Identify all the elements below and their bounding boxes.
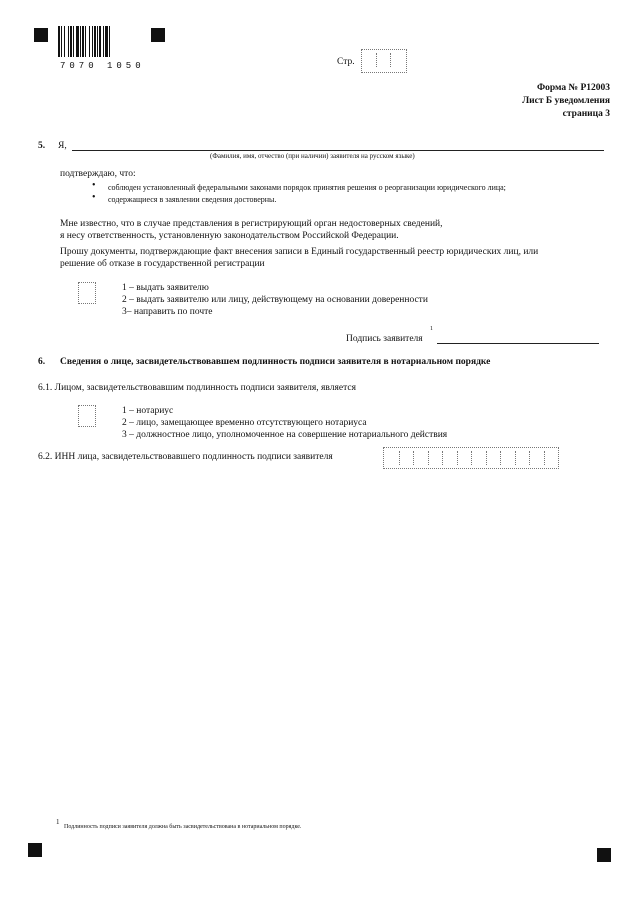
inn-cell-divider: [529, 451, 530, 465]
inn-cell-divider: [500, 451, 501, 465]
registration-marker-top-right: [151, 28, 165, 42]
page-title: страница 3: [562, 109, 610, 119]
barcode-bar: [85, 26, 86, 57]
page-number-cell-divider: [376, 53, 377, 67]
certifier-type-checkbox[interactable]: [78, 405, 96, 427]
section6-title: Сведения о лице, засвидетельствовавшем подлинность подписи заявителя в нотариальном порядке: [60, 357, 491, 367]
inn-cell-divider: [515, 451, 516, 465]
inn-cell-divider: [413, 451, 414, 465]
inn-cell-divider: [442, 451, 443, 465]
barcode-bar: [73, 26, 74, 57]
barcode-bar: [58, 26, 60, 57]
barcode-bar: [82, 26, 84, 57]
barcode-bar: [70, 26, 72, 57]
request-text: решение об отказе в государственной регистрации: [60, 259, 265, 269]
barcode-number: 7070 1050: [60, 61, 145, 71]
page-number-label: Стр.: [337, 57, 355, 67]
barcode-bar: [89, 26, 90, 57]
certifier-option: 1 – нотариус: [122, 406, 174, 416]
certifier-inn-field[interactable]: [383, 447, 559, 469]
inn-cell-divider: [486, 451, 487, 465]
responsibility-text: Мне известно, что в случае представления в регистрирующий орган недостоверных сведений,: [60, 219, 443, 229]
applicant-name-caption: (Фамилия, имя, отчество (при наличии) заявителя на русском языке): [210, 152, 415, 160]
section6-number: 6.: [38, 357, 46, 367]
form-title: Форма № Р12003: [536, 83, 610, 93]
barcode-bar: [61, 26, 62, 57]
page-number-cell-divider: [390, 53, 391, 67]
signature-label: Подпись заявителя: [346, 334, 423, 344]
barcode-bar: [105, 26, 108, 57]
barcode-bar: [97, 26, 98, 57]
signature-footnote-mark: 1: [430, 326, 433, 332]
certifier-option: 3 – должностное лицо, уполномоченное на совершение нотариального действия: [122, 430, 448, 440]
footnote-mark: 1: [56, 818, 60, 826]
barcode-bar: [80, 26, 81, 57]
responsibility-text: я несу ответственность, установленную законодательством Российской Федерации.: [60, 231, 399, 241]
registration-marker-bottom-right: [597, 848, 611, 862]
inn-cell-divider: [399, 451, 400, 465]
bullet-dot: •: [92, 192, 96, 203]
section61-label: 6.1. Лицом, засвидетельствовавшим подлинность подписи заявителя, является: [38, 383, 356, 393]
delivery-option: 2 – выдать заявителю или лицу, действующему на основании доверенности: [122, 295, 428, 305]
barcode-bar: [109, 26, 110, 57]
barcode-bar: [99, 26, 101, 57]
bullet-dot: •: [92, 180, 96, 191]
applicant-name-field[interactable]: [72, 150, 604, 151]
section62-label: 6.2. ИНН лица, засвидетельствовавшего подлинность подписи заявителя: [38, 452, 333, 462]
bullet-item: содержащиеся в заявлении сведения достоверны.: [108, 195, 277, 204]
registration-marker-top-left: [34, 28, 48, 42]
inn-cell-divider: [457, 451, 458, 465]
bullet-item: соблюден установленный федеральными законами порядок принятия решения о реорганизации юридического лица;: [108, 183, 506, 192]
barcode-bar: [92, 26, 93, 57]
section5-number: 5.: [38, 141, 46, 151]
inn-cell-divider: [544, 451, 545, 465]
applicant-signature-field[interactable]: [437, 343, 599, 344]
delivery-option: 3– направить по почте: [122, 307, 213, 317]
document-delivery-checkbox[interactable]: [78, 282, 96, 304]
section5-label: Я,: [58, 141, 67, 151]
certifier-option: 2 – лицо, замещающее временно отсутствующего нотариуса: [122, 418, 367, 428]
inn-cell-divider: [471, 451, 472, 465]
barcode-bar: [76, 26, 79, 57]
barcode: [58, 26, 140, 57]
request-text: Прошу документы, подтверждающие факт внесения записи в Единый государственный реестр юридических лиц, или: [60, 247, 539, 257]
barcode-bar: [68, 26, 69, 57]
footnote-text: Подлинность подписи заявителя должна быть засвидетельствована в нотариальном порядке.: [64, 824, 302, 830]
registration-marker-bottom-left: [28, 843, 42, 857]
page-number-field[interactable]: [361, 49, 407, 73]
delivery-option: 1 – выдать заявителю: [122, 283, 209, 293]
barcode-bar: [103, 26, 104, 57]
sheet-title: Лист Б уведомления: [522, 96, 610, 106]
inn-cell-divider: [428, 451, 429, 465]
confirm-text: подтверждаю, что:: [60, 169, 136, 179]
barcode-bar: [64, 26, 65, 57]
barcode-bar: [94, 26, 96, 57]
